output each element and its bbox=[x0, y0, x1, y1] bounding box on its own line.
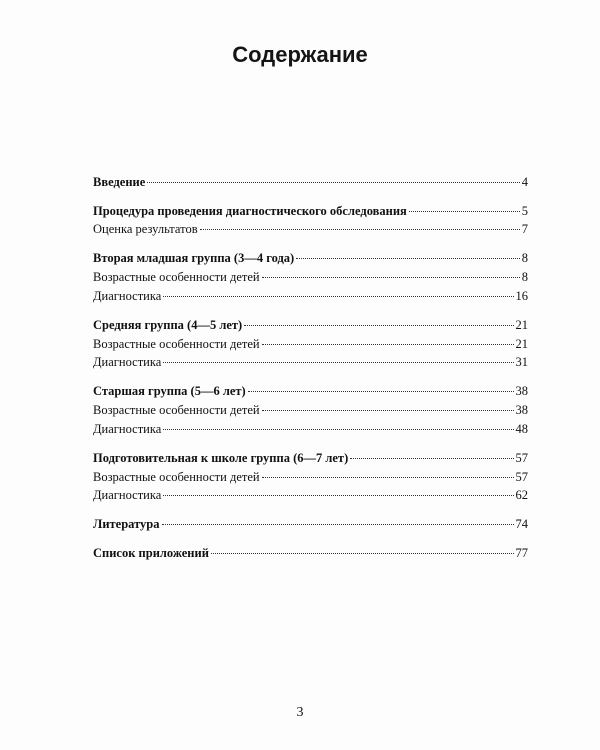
toc-entry-label: Вторая младшая группа (3—4 года) bbox=[93, 251, 295, 265]
dot-leader bbox=[147, 182, 519, 183]
dot-leader bbox=[244, 325, 513, 326]
toc-entry bbox=[93, 487, 528, 503]
toc-entry-label: Старшая группа (5—6 лет) bbox=[93, 384, 246, 398]
toc-entry-page: 8 bbox=[521, 251, 528, 265]
toc-entry bbox=[93, 203, 528, 219]
dot-leader bbox=[200, 229, 520, 230]
toc-entry-label: Диагностика bbox=[93, 289, 162, 303]
toc-entry-label: Возрастные особенности детей bbox=[93, 470, 260, 484]
page-number: 3 bbox=[296, 705, 304, 720]
page-title: Содержание bbox=[232, 42, 368, 67]
toc-entry-label: Введение bbox=[93, 175, 146, 189]
toc-entry-label: Процедура проведения диагностического обследования bbox=[93, 204, 407, 218]
toc-entry bbox=[93, 317, 528, 333]
toc-entry bbox=[93, 545, 528, 561]
toc-entry-label: Подготовительная к школе группа (6—7 лет) bbox=[93, 451, 349, 465]
toc-entry-label: Возрастные особенности детей bbox=[93, 337, 260, 351]
toc-entry-label: Оценка результатов bbox=[93, 222, 198, 236]
toc-entry bbox=[93, 288, 528, 304]
toc-entry-page: 77 bbox=[515, 546, 528, 560]
dot-leader bbox=[162, 524, 514, 525]
toc-entry-label: Диагностика bbox=[93, 488, 162, 502]
toc-entry-page: 21 bbox=[515, 318, 528, 332]
toc-entry-label: Литература bbox=[93, 517, 160, 531]
toc-entry bbox=[93, 174, 528, 190]
toc-entry-page: 38 bbox=[515, 384, 528, 398]
dot-leader bbox=[262, 344, 514, 345]
toc-entry-page: 48 bbox=[515, 422, 528, 436]
toc-entry-label: Возрастные особенности детей bbox=[93, 270, 260, 284]
toc-entry bbox=[93, 336, 528, 352]
dot-leader bbox=[211, 553, 514, 554]
toc-entry-page: 38 bbox=[515, 403, 528, 417]
toc-entry bbox=[93, 469, 528, 485]
toc-entry-label: Средняя группа (4—5 лет) bbox=[93, 318, 243, 332]
dot-leader bbox=[248, 391, 514, 392]
toc-entry-page: 16 bbox=[515, 289, 528, 303]
dot-leader bbox=[163, 429, 513, 430]
toc-entry-page: 74 bbox=[515, 517, 528, 531]
toc-entry bbox=[93, 421, 528, 437]
toc-entry bbox=[93, 383, 528, 399]
toc-entry bbox=[93, 250, 528, 266]
toc-entry-label: Диагностика bbox=[93, 355, 162, 369]
dot-leader bbox=[409, 211, 520, 212]
dot-leader bbox=[296, 258, 520, 259]
dot-leader bbox=[262, 410, 514, 411]
toc-entry-page: 57 bbox=[515, 470, 528, 484]
toc-entry-label: Диагностика bbox=[93, 422, 162, 436]
toc-entry-page: 8 bbox=[521, 270, 528, 284]
toc-entry bbox=[93, 402, 528, 418]
toc-entry bbox=[93, 354, 528, 370]
toc-entry-page: 21 bbox=[515, 337, 528, 351]
toc-entry-page: 4 bbox=[521, 175, 528, 189]
toc-entry bbox=[93, 450, 528, 466]
toc-entry-label: Список приложений bbox=[93, 546, 209, 560]
dot-leader bbox=[163, 296, 513, 297]
toc-entry bbox=[93, 269, 528, 285]
dot-leader bbox=[262, 277, 520, 278]
toc-entry bbox=[93, 516, 528, 532]
dot-leader bbox=[262, 477, 514, 478]
toc-entry-page: 57 bbox=[515, 451, 528, 465]
toc-entry bbox=[93, 221, 528, 237]
toc-entry-page: 7 bbox=[521, 222, 528, 236]
toc-entry-page: 5 bbox=[521, 204, 528, 218]
dot-leader bbox=[350, 458, 513, 459]
dot-leader bbox=[163, 362, 513, 363]
dot-leader bbox=[163, 495, 513, 496]
toc-entry-page: 62 bbox=[515, 488, 528, 502]
toc-entry-label: Возрастные особенности детей bbox=[93, 403, 260, 417]
toc-entry-page: 31 bbox=[515, 355, 528, 369]
